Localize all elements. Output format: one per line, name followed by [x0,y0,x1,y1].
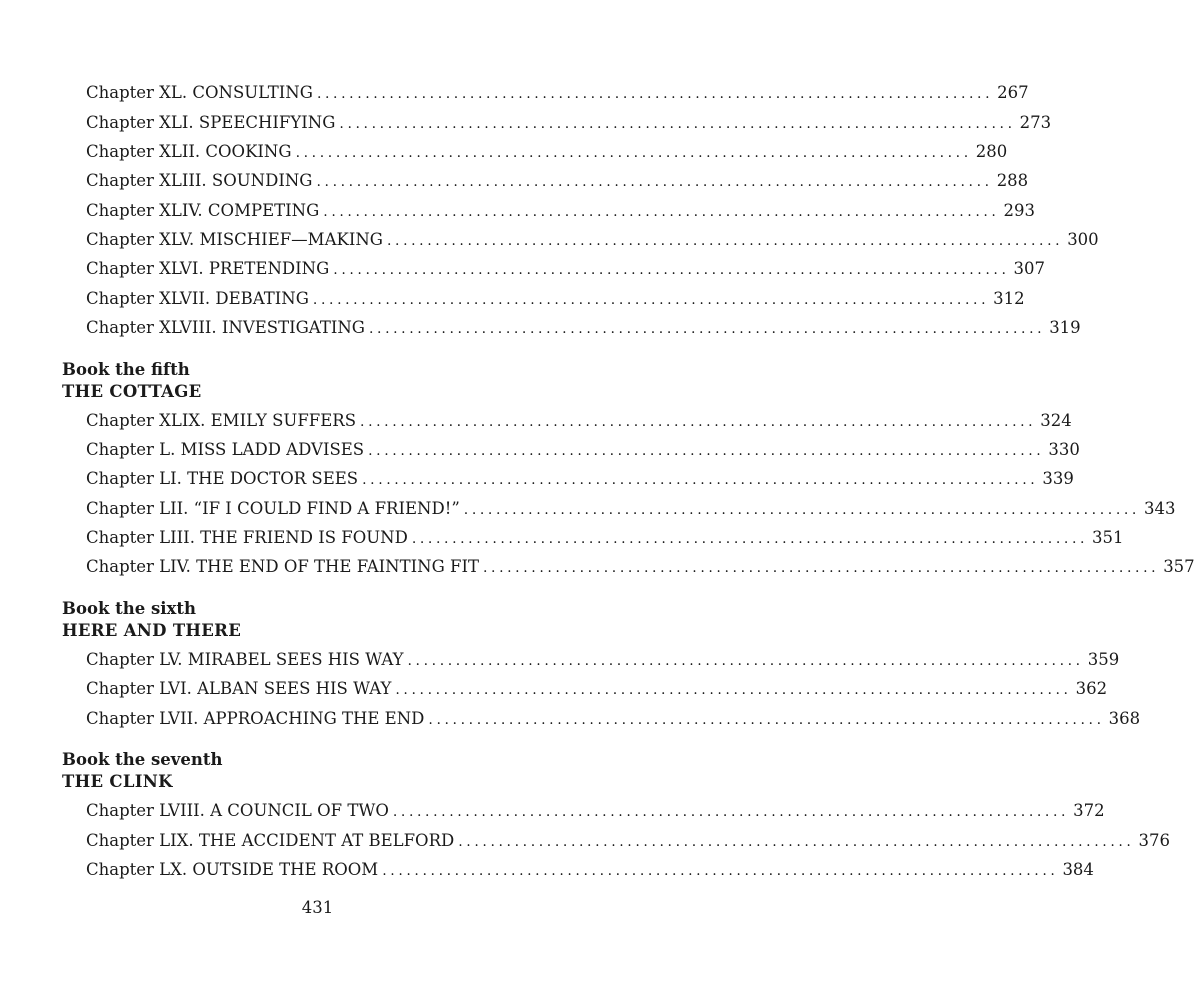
dot-leader: .................................................................................... [339,116,1016,132]
chapter-page: 384 [1062,860,1094,879]
chapter-page: 300 [1067,230,1099,249]
toc-entry [86,227,1099,253]
chapter-page: 357 [1163,557,1195,576]
toc-entry [86,554,1195,580]
chapter-title: Chapter XL. CONSULTING [86,83,313,102]
chapter-page: 324 [1040,411,1072,430]
chapter-page: 368 [1108,709,1141,728]
dot-leader: .................................................................................... [395,682,1072,698]
chapter-title: Chapter XLVII. DEBATING [86,289,309,308]
dot-leader: .................................................................................... [333,262,1010,278]
toc-entry [86,676,1108,702]
toc-entry [86,857,1094,883]
book-heading: Book the sixth [62,599,197,618]
toc-entry [86,80,1029,106]
book-subtitle: HERE AND THERE [62,621,242,640]
chapter-title: Chapter LIX. THE ACCIDENT AT BELFORD [86,831,455,850]
dot-leader: .................................................................................... [360,414,1037,430]
dot-leader: .................................................................................... [368,443,1045,459]
chapter-page: 307 [1013,259,1045,278]
dot-leader: .................................................................................... [392,804,1070,820]
toc-entry [86,110,1052,136]
toc-entry [86,466,1074,492]
toc-entry [86,496,1176,522]
chapter-title: Chapter XLV. MISCHIEF—MAKING [86,230,383,249]
chapter-title: Chapter LI. THE DOCTOR SEES [86,469,359,488]
chapter-title: Chapter LVI. ALBAN SEES HIS WAY [86,679,392,698]
dot-leader: .................................................................................... [312,292,990,308]
chapter-page: 330 [1048,440,1080,459]
chapter-page: 343 [1143,499,1176,518]
toc-entry [86,139,1008,165]
dot-leader: .................................................................................... [323,204,1000,220]
chapter-title: Chapter XLI. SPEECHIFYING [86,113,336,132]
chapter-page: 372 [1073,801,1105,820]
chapter-page: 288 [996,171,1029,190]
chapter-page: 376 [1138,831,1170,850]
chapter-title: Chapter XLIX. EMILY SUFFERS [86,411,357,430]
chapter-title: Chapter LVII. APPROACHING THE END [86,709,425,728]
chapter-title: Chapter XLIV. COMPETING [86,201,320,220]
chapter-page: 267 [997,83,1029,102]
toc-entry [86,408,1072,434]
toc-entry [86,706,1141,732]
toc-entry [86,286,1025,312]
dot-leader: .................................................................................... [362,472,1039,488]
book-subtitle: THE CLINK [62,772,173,791]
chapter-title: Chapter LIV. THE END OF THE FAINTING FIT [86,557,479,576]
chapter-page: 312 [993,289,1025,308]
dot-leader: .................................................................................... [463,502,1140,518]
dot-leader: .................................................................................... [458,834,1135,850]
toc-entry [86,198,1035,224]
chapter-title: Chapter LX. OUTSIDE THE ROOM [86,860,379,879]
dot-leader: .................................................................................... [316,174,993,190]
toc-entry [86,437,1080,463]
toc-entry [86,315,1081,341]
dot-leader: .................................................................................... [411,531,1089,547]
chapter-title: Chapter XLVIII. INVESTIGATING [86,318,365,337]
toc-entry [86,828,1170,854]
page-number: 431 [301,898,334,917]
toc-entry [86,798,1105,824]
book-subtitle: THE COTTAGE [62,382,202,401]
chapter-page: 351 [1092,528,1124,547]
chapter-title: Chapter XLVI. PRETENDING [86,259,330,278]
chapter-page: 339 [1042,469,1074,488]
toc-entry [86,256,1045,282]
chapter-page: 273 [1019,113,1052,132]
dot-leader: .................................................................................... [368,321,1046,337]
chapter-page: 280 [975,142,1008,161]
chapter-title: Chapter LV. MIRABEL SEES HIS WAY [86,650,404,669]
dot-leader: .................................................................................... [428,712,1105,728]
chapter-page: 319 [1049,318,1081,337]
chapter-title: Chapter XLII. COOKING [86,142,292,161]
book-heading: Book the seventh [62,750,223,769]
dot-leader: .................................................................................... [482,560,1160,576]
toc-entry [86,168,1029,194]
dot-leader: .................................................................................... [316,86,994,102]
toc-entry [86,647,1120,673]
chapter-page: 359 [1087,650,1120,669]
chapter-page: 362 [1075,679,1108,698]
chapter-title: Chapter LII. “IF I COULD FIND A FRIEND!” [86,499,460,518]
chapter-title: Chapter LVIII. A COUNCIL OF TWO [86,801,389,820]
chapter-page: 293 [1003,201,1035,220]
chapter-title: Chapter XLIII. SOUNDING [86,171,313,190]
dot-leader: .................................................................................... [295,145,972,161]
dot-leader: .................................................................................... [386,233,1064,249]
book-heading: Book the fifth [62,360,190,379]
toc-entry [86,525,1124,551]
dot-leader: .................................................................................... [407,653,1084,669]
chapter-title: Chapter LIII. THE FRIEND IS FOUND [86,528,408,547]
chapter-title: Chapter L. MISS LADD ADVISES [86,440,365,459]
dot-leader: .................................................................................... [382,863,1059,879]
